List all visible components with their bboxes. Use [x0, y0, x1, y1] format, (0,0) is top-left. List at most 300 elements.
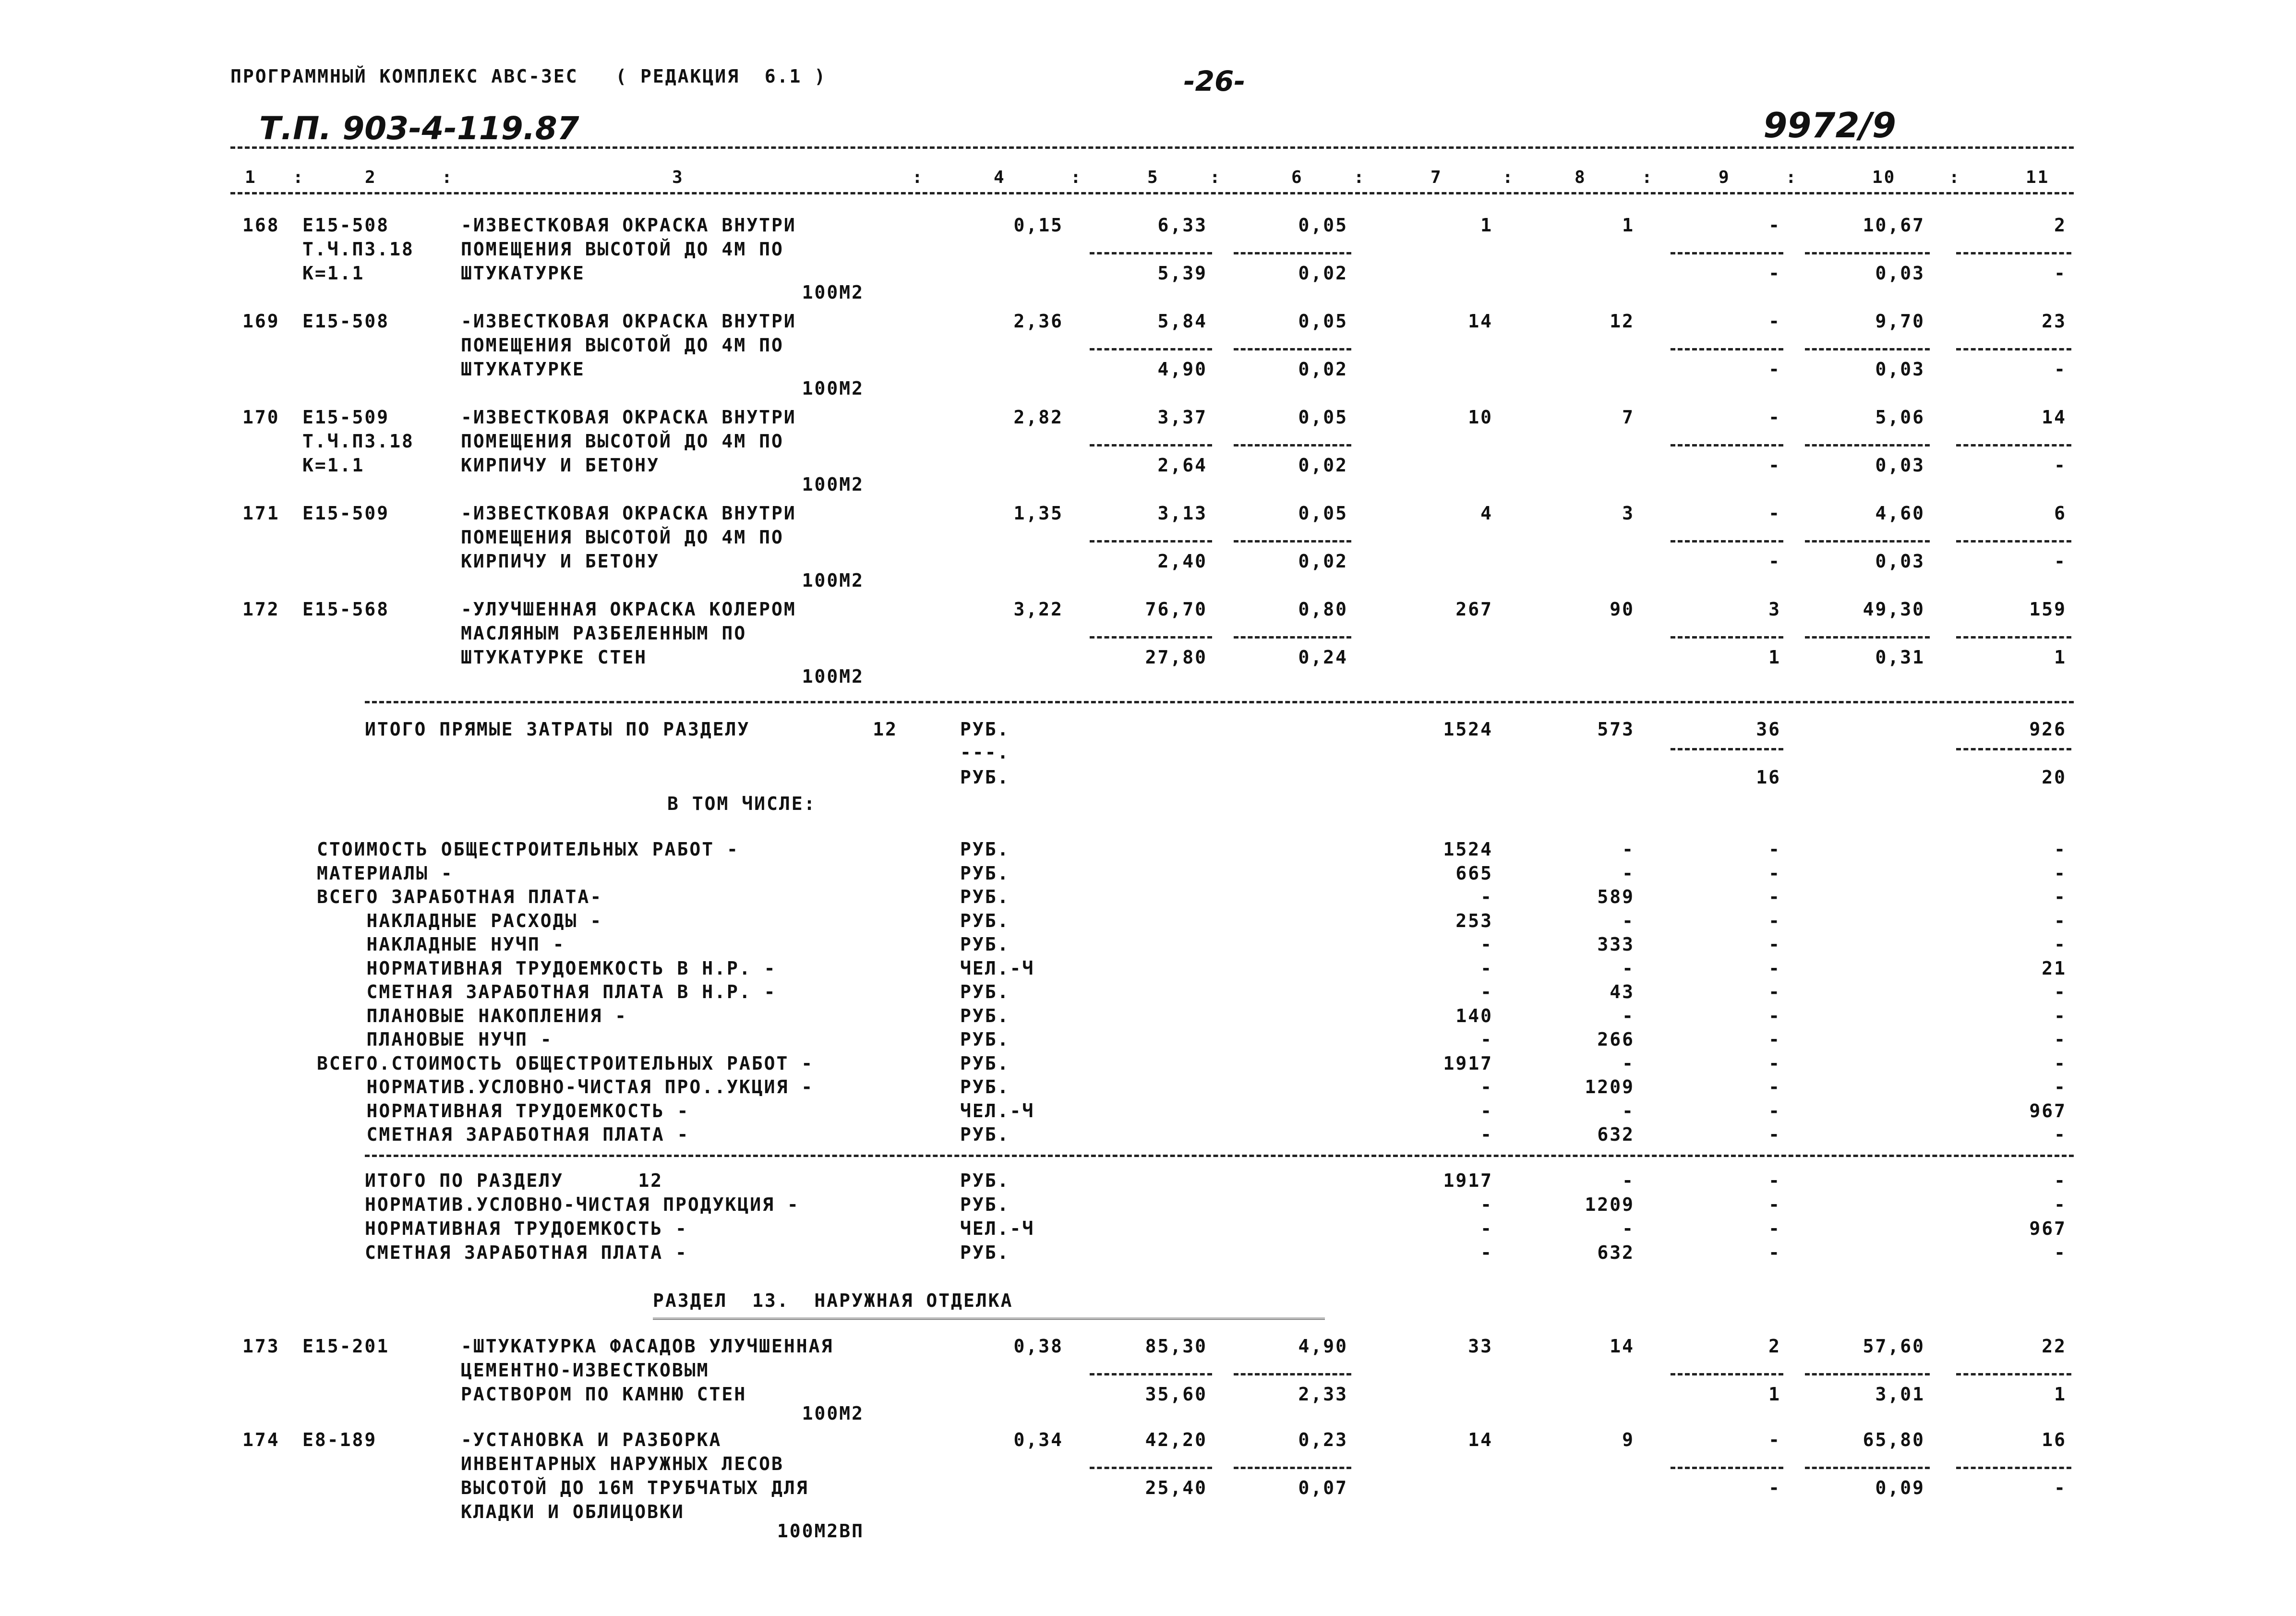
item-171-total-cost: 4: [1480, 503, 1493, 524]
breakdown-unit: РУБ.: [960, 862, 1010, 884]
dashed-rule: [1234, 252, 1351, 254]
dashed-rule: [1956, 636, 2071, 639]
item-173-unit: 100М2: [802, 1403, 864, 1424]
column-header-7: 7: [1430, 168, 1443, 187]
item-174-total-wage: 9: [1622, 1429, 1635, 1450]
dashed-rule: [1234, 348, 1351, 350]
column-header-11: 11: [2026, 168, 2050, 187]
item-174-total-machines: -: [1768, 1429, 1781, 1450]
dashed-rule: [1671, 540, 1783, 543]
item-170-code: Е15-509: [302, 407, 390, 428]
dashed-rule: [1805, 540, 1930, 543]
breakdown-machines: -: [1768, 1124, 1781, 1145]
item-169-total-labor: 23: [2042, 311, 2067, 332]
breakdown-labor: 967: [2029, 1100, 2067, 1122]
item-168-description: ШТУКАТУРКЕ: [461, 263, 585, 284]
item-170-unit-machines-wage: 0,02: [1298, 455, 1348, 476]
item-170-unit: 100М2: [802, 474, 864, 495]
item-171-unit-wage: 2,40: [1157, 551, 1207, 572]
section-total-machines: -: [1768, 1170, 1781, 1191]
total-direct-unit2: РУБ.: [960, 767, 1010, 788]
item-171-unit-machines: 0,05: [1298, 503, 1348, 524]
item-170-total-labor-machines: -: [2054, 455, 2067, 476]
breakdown-cost: 1524: [1443, 839, 1493, 860]
item-169-labor: 9,70: [1875, 311, 1925, 332]
section-total-label: ИТОГО ПО РАЗДЕЛУ 12: [365, 1170, 663, 1191]
section-total-machines: -: [1768, 1194, 1781, 1215]
dashed-rule: [1671, 748, 1783, 750]
breakdown-machines: -: [1768, 957, 1781, 979]
item-174-unit: 100М2ВП: [777, 1520, 864, 1542]
section-total-cost: 1917: [1443, 1170, 1493, 1191]
column-separator: :: [1354, 168, 1366, 187]
item-169-unit: 100М2: [802, 378, 864, 399]
breakdown-unit: ЧЕЛ.-Ч: [960, 1100, 1035, 1122]
breakdown-labor: -: [2054, 862, 2067, 884]
item-172-number: 172: [242, 599, 280, 620]
item-171-unit-machines-wage: 0,02: [1298, 551, 1348, 572]
item-172-total-labor-machines: 1: [2054, 647, 2067, 668]
breakdown-unit: РУБ.: [960, 886, 1010, 907]
dashed-rule: [1090, 636, 1212, 639]
item-168-unit-cost: 6,33: [1157, 215, 1207, 236]
column-header-2: 2: [365, 168, 377, 187]
item-168-modifier: Т.Ч.П3.18: [302, 239, 414, 260]
total-direct-cost: 1524: [1443, 719, 1493, 740]
item-170-labor-machines: 0,03: [1875, 455, 1925, 476]
dashed-rule: [1671, 636, 1783, 639]
breakdown-label: СМЕТНАЯ ЗАРАБОТНАЯ ПЛАТА В Н.Р. -: [317, 981, 777, 1002]
breakdown-unit: РУБ.: [960, 1005, 1010, 1026]
including-label: В ТОМ ЧИСЛЕ:: [667, 793, 817, 814]
breakdown-unit: РУБ.: [960, 839, 1010, 860]
breakdown-unit: РУБ.: [960, 1076, 1010, 1097]
column-separator: :: [1070, 168, 1082, 187]
column-header-1: 1: [245, 168, 257, 187]
dashed-rule: [1234, 1467, 1351, 1469]
dashed-rule: [1956, 348, 2071, 350]
column-separator: :: [1949, 168, 1961, 187]
dashed-rule: [1090, 1373, 1212, 1375]
item-173-description: РАСТВОРОМ ПО КАМНЮ СТЕН: [461, 1384, 747, 1405]
item-171-total-wage: 3: [1622, 503, 1635, 524]
breakdown-wage: 589: [1597, 886, 1635, 907]
item-174-description: -УСТАНОВКА И РАЗБОРКА: [461, 1429, 722, 1450]
breakdown-label: НОРМАТИВНАЯ ТРУДОЕМКОСТЬ В Н.Р. -: [317, 957, 777, 979]
section-total-cost: -: [1480, 1242, 1493, 1263]
item-170-modifier: Т.Ч.П3.18: [302, 431, 414, 452]
item-171-total-machines-wage: -: [1768, 551, 1781, 572]
item-171-unit-cost: 3,13: [1157, 503, 1207, 524]
breakdown-label: СТОИМОСТЬ ОБЩЕСТРОИТЕЛЬНЫХ РАБОТ -: [317, 839, 739, 860]
item-169-code: Е15-508: [302, 311, 390, 332]
breakdown-unit: РУБ.: [960, 981, 1010, 1002]
breakdown-label: ПЛАНОВЫЕ НАКОПЛЕНИЯ -: [317, 1005, 627, 1026]
item-168-modifier: К=1.1: [302, 263, 365, 284]
dashed-rule: [365, 1155, 2074, 1157]
item-170-total-wage: 7: [1622, 407, 1635, 428]
item-170-quantity: 2,82: [1013, 407, 1063, 428]
breakdown-labor: -: [2054, 886, 2067, 907]
item-173-total-machines: 2: [1768, 1336, 1781, 1357]
item-170-unit-machines: 0,05: [1298, 407, 1348, 428]
breakdown-labor: -: [2054, 1029, 2067, 1050]
total-direct-section: 12: [873, 719, 898, 740]
item-169-total-labor-machines: -: [2054, 359, 2067, 380]
column-header-8: 8: [1575, 168, 1587, 187]
item-169-description: -ИЗВЕСТКОВАЯ ОКРАСКА ВНУТРИ: [461, 311, 796, 332]
item-173-total-labor: 22: [2042, 1336, 2067, 1357]
item-170-description: КИРПИЧУ И БЕТОНУ: [461, 455, 660, 476]
item-174-description: ВЫСОТОЙ ДО 16М ТРУБЧАТЫХ ДЛЯ: [461, 1477, 809, 1498]
breakdown-machines: -: [1768, 1100, 1781, 1122]
item-171-total-machines: -: [1768, 503, 1781, 524]
breakdown-machines: -: [1768, 1052, 1781, 1074]
item-170-number: 170: [242, 407, 280, 428]
item-171-total-labor-machines: -: [2054, 551, 2067, 572]
dashed-rule: [1956, 1373, 2071, 1375]
dashed-rule: [1671, 1467, 1783, 1469]
item-171-quantity: 1,35: [1013, 503, 1063, 524]
item-174-description: ИНВЕНТАРНЫХ НАРУЖНЫХ ЛЕСОВ: [461, 1453, 784, 1474]
dashed-rule: [1234, 540, 1351, 543]
item-169-unit-machines-wage: 0,02: [1298, 359, 1348, 380]
item-171-number: 171: [242, 503, 280, 524]
dashed-rule: [230, 146, 2074, 149]
breakdown-wage: -: [1622, 839, 1635, 860]
breakdown-machines: -: [1768, 1076, 1781, 1097]
item-168-total-labor: 2: [2054, 215, 2067, 236]
breakdown-labor: -: [2054, 839, 2067, 860]
breakdown-wage: -: [1622, 1052, 1635, 1074]
breakdown-wage: 1209: [1585, 1076, 1635, 1097]
breakdown-cost: 253: [1455, 910, 1493, 931]
dashed-rule: [1956, 540, 2071, 543]
item-172-description: МАСЛЯНЫМ РАЗБЕЛЕННЫМ ПО: [461, 623, 747, 644]
item-173-total-labor-machines: 1: [2054, 1384, 2067, 1405]
item-168-total-wage: 1: [1622, 215, 1635, 236]
item-168-total-cost: 1: [1480, 215, 1493, 236]
dashed-rule: [1671, 1373, 1783, 1375]
breakdown-labor: 21: [2042, 957, 2067, 979]
column-header-3: 3: [672, 168, 684, 187]
section-total-wage: -: [1622, 1218, 1635, 1239]
item-173-unit-machines-wage: 2,33: [1298, 1384, 1348, 1405]
breakdown-labor: -: [2054, 1005, 2067, 1026]
breakdown-wage: 266: [1597, 1029, 1635, 1050]
dashed-rule: [1090, 348, 1212, 350]
dashed-rule: [1234, 636, 1351, 639]
breakdown-unit: ЧЕЛ.-Ч: [960, 957, 1035, 979]
breakdown-labor: -: [2054, 1052, 2067, 1074]
dashed-rule: [1090, 444, 1212, 446]
dashed-rule: [1090, 252, 1212, 254]
section-total-wage: 632: [1597, 1242, 1635, 1263]
item-168-total-labor-machines: -: [2054, 263, 2067, 284]
item-170-labor: 5,06: [1875, 407, 1925, 428]
breakdown-cost: -: [1480, 1076, 1493, 1097]
breakdown-label: МАТЕРИАЛЫ -: [317, 862, 454, 884]
item-171-unit: 100М2: [802, 570, 864, 591]
item-170-unit-cost: 3,37: [1157, 407, 1207, 428]
breakdown-wage: -: [1622, 1100, 1635, 1122]
item-170-description: -ИЗВЕСТКОВАЯ ОКРАСКА ВНУТРИ: [461, 407, 796, 428]
dashed-rule: [1956, 444, 2071, 446]
item-171-description: КИРПИЧУ И БЕТОНУ: [461, 551, 660, 572]
section-total-unit: РУБ.: [960, 1242, 1010, 1263]
item-168-description: ПОМЕЩЕНИЯ ВЫСОТОЙ ДО 4М ПО: [461, 239, 784, 260]
total-direct-divider: ---.: [960, 742, 1010, 763]
item-172-unit-machines-wage: 0,24: [1298, 647, 1348, 668]
breakdown-label: НАКЛАДНЫЕ РАСХОДЫ -: [317, 910, 603, 931]
item-170-modifier: К=1.1: [302, 455, 365, 476]
section-total-machines: -: [1768, 1218, 1781, 1239]
section-total-label: СМЕТНАЯ ЗАРАБОТНАЯ ПЛАТА -: [365, 1242, 688, 1263]
document-number: 9972/9: [1763, 105, 1896, 145]
dashed-rule: [1805, 636, 1930, 639]
item-172-labor: 49,30: [1863, 599, 1925, 620]
breakdown-machines: -: [1768, 934, 1781, 955]
item-174-code: Е8-189: [302, 1429, 377, 1450]
breakdown-cost: -: [1480, 981, 1493, 1002]
column-separator: :: [1786, 168, 1798, 187]
column-separator: :: [912, 168, 924, 187]
item-170-description: ПОМЕЩЕНИЯ ВЫСОТОЙ ДО 4М ПО: [461, 431, 784, 452]
breakdown-unit: РУБ.: [960, 1052, 1010, 1074]
breakdown-wage: 43: [1610, 981, 1635, 1002]
item-170-total-machines-wage: -: [1768, 455, 1781, 476]
item-169-number: 169: [242, 311, 280, 332]
item-174-unit-cost: 42,20: [1145, 1429, 1207, 1450]
total-direct-labor-machines: 20: [2042, 767, 2067, 788]
item-168-description: -ИЗВЕСТКОВАЯ ОКРАСКА ВНУТРИ: [461, 215, 796, 236]
item-173-labor: 57,60: [1863, 1336, 1925, 1357]
item-171-labor-machines: 0,03: [1875, 551, 1925, 572]
item-171-code: Е15-509: [302, 503, 390, 524]
breakdown-labor: -: [2054, 1124, 2067, 1145]
breakdown-machines: -: [1768, 886, 1781, 907]
item-169-description: ШТУКАТУРКЕ: [461, 359, 585, 380]
breakdown-machines: -: [1768, 1029, 1781, 1050]
item-168-quantity: 0,15: [1013, 215, 1063, 236]
item-168-unit-machines-wage: 0,02: [1298, 263, 1348, 284]
item-171-total-labor: 6: [2054, 503, 2067, 524]
item-173-unit-cost: 85,30: [1145, 1336, 1207, 1357]
breakdown-cost: 1917: [1443, 1052, 1493, 1074]
section-total-wage: -: [1622, 1170, 1635, 1191]
item-168-code: Е15-508: [302, 215, 390, 236]
item-171-description: -ИЗВЕСТКОВАЯ ОКРАСКА ВНУТРИ: [461, 503, 796, 524]
item-174-labor-machines: 0,09: [1875, 1477, 1925, 1498]
section-13-title: РАЗДЕЛ 13. НАРУЖНАЯ ОТДЕЛКА: [653, 1290, 1013, 1311]
item-170-unit-wage: 2,64: [1157, 455, 1207, 476]
item-169-total-cost: 14: [1468, 311, 1493, 332]
section-total-labor: -: [2054, 1194, 2067, 1215]
item-171-labor: 4,60: [1875, 503, 1925, 524]
item-173-number: 173: [242, 1336, 280, 1357]
total-direct-machines: 36: [1756, 719, 1781, 740]
item-168-unit: 100М2: [802, 282, 864, 303]
breakdown-unit: РУБ.: [960, 910, 1010, 931]
item-172-total-wage: 90: [1610, 599, 1635, 620]
item-173-unit-machines: 4,90: [1298, 1336, 1348, 1357]
section-total-unit: РУБ.: [960, 1194, 1010, 1215]
column-header-9: 9: [1719, 168, 1731, 187]
item-174-total-labor: 16: [2042, 1429, 2067, 1450]
total-direct-label: ИТОГО ПРЯМЫЕ ЗАТРАТЫ ПО РАЗДЕЛУ: [365, 719, 750, 740]
dashed-rule: [365, 701, 2074, 703]
project-number: Т.П. 903-4-119.87: [259, 110, 579, 147]
item-173-description: -ШТУКАТУРКА ФАСАДОВ УЛУЧШЕННАЯ: [461, 1336, 834, 1357]
section-total-label: НОРМАТИВ.УСЛОВНО-ЧИСТАЯ ПРОДУКЦИЯ -: [365, 1194, 800, 1215]
page-number: -26-: [1183, 65, 1246, 97]
item-172-unit-cost: 76,70: [1145, 599, 1207, 620]
item-173-quantity: 0,38: [1013, 1336, 1063, 1357]
breakdown-cost: -: [1480, 1100, 1493, 1122]
breakdown-wage: -: [1622, 957, 1635, 979]
total-direct-wage: 573: [1597, 719, 1635, 740]
item-174-unit-machines-wage: 0,07: [1298, 1477, 1348, 1498]
column-header-6: 6: [1291, 168, 1303, 187]
item-174-total-machines-wage: -: [1768, 1477, 1781, 1498]
column-separator: :: [1503, 168, 1515, 187]
item-168-labor: 10,67: [1863, 215, 1925, 236]
dashed-rule: [1234, 444, 1351, 446]
dashed-rule: [1671, 444, 1783, 446]
item-174-number: 174: [242, 1429, 280, 1450]
item-169-quantity: 2,36: [1013, 311, 1063, 332]
breakdown-label: НОРМАТИВНАЯ ТРУДОЕМКОСТЬ -: [317, 1100, 690, 1122]
item-169-description: ПОМЕЩЕНИЯ ВЫСОТОЙ ДО 4М ПО: [461, 335, 784, 356]
breakdown-labor: -: [2054, 981, 2067, 1002]
item-172-quantity: 3,22: [1013, 599, 1063, 620]
item-173-description: ЦЕМЕНТНО-ИЗВЕСТКОВЫМ: [461, 1360, 709, 1381]
breakdown-cost: -: [1480, 1029, 1493, 1050]
section-total-labor: 967: [2029, 1218, 2067, 1239]
dashed-rule: [1671, 348, 1783, 350]
breakdown-cost: -: [1480, 886, 1493, 907]
item-174-total-labor-machines: -: [2054, 1477, 2067, 1498]
breakdown-cost: -: [1480, 934, 1493, 955]
item-170-total-machines: -: [1768, 407, 1781, 428]
item-168-unit-wage: 5,39: [1157, 263, 1207, 284]
breakdown-machines: -: [1768, 839, 1781, 860]
breakdown-labor: -: [2054, 1076, 2067, 1097]
column-separator: :: [293, 168, 305, 187]
item-170-total-cost: 10: [1468, 407, 1493, 428]
item-171-description: ПОМЕЩЕНИЯ ВЫСОТОЙ ДО 4М ПО: [461, 527, 784, 548]
item-173-total-cost: 33: [1468, 1336, 1493, 1357]
item-173-labor-machines: 3,01: [1875, 1384, 1925, 1405]
item-169-total-machines: -: [1768, 311, 1781, 332]
breakdown-wage: 333: [1597, 934, 1635, 955]
item-174-labor: 65,80: [1863, 1429, 1925, 1450]
dashed-rule: [1805, 348, 1930, 350]
dashed-rule: [1805, 1373, 1930, 1375]
breakdown-label: ВСЕГО.СТОИМОСТЬ ОБЩЕСТРОИТЕЛЬНЫХ РАБОТ -: [317, 1052, 814, 1074]
item-168-number: 168: [242, 215, 280, 236]
total-direct-machines-wage: 16: [1756, 767, 1781, 788]
column-separator: :: [442, 168, 454, 187]
item-169-labor-machines: 0,03: [1875, 359, 1925, 380]
total-direct-unit: РУБ.: [960, 719, 1010, 740]
dashed-rule: [1090, 1467, 1212, 1469]
section-total-label: НОРМАТИВНАЯ ТРУДОЕМКОСТЬ -: [365, 1218, 688, 1239]
dashed-rule: [230, 192, 2074, 194]
section-total-labor: -: [2054, 1242, 2067, 1263]
item-173-total-machines-wage: 1: [1768, 1384, 1781, 1405]
breakdown-label: НОРМАТИВ.УСЛОВНО-ЧИСТАЯ ПРО..УКЦИЯ -: [317, 1076, 814, 1097]
section-total-labor: -: [2054, 1170, 2067, 1191]
item-172-total-machines: 3: [1768, 599, 1781, 620]
item-174-unit-wage: 25,40: [1145, 1477, 1207, 1498]
section-total-unit: РУБ.: [960, 1170, 1010, 1191]
item-173-code: Е15-201: [302, 1336, 390, 1357]
breakdown-cost: -: [1480, 1124, 1493, 1145]
breakdown-wage: -: [1622, 910, 1635, 931]
double-rule: [653, 1318, 1325, 1320]
breakdown-wage: -: [1622, 862, 1635, 884]
dashed-rule: [1956, 1467, 2071, 1469]
breakdown-cost: 665: [1455, 862, 1493, 884]
breakdown-machines: -: [1768, 1005, 1781, 1026]
item-169-unit-machines: 0,05: [1298, 311, 1348, 332]
breakdown-cost: 140: [1455, 1005, 1493, 1026]
breakdown-cost: -: [1480, 957, 1493, 979]
item-172-labor-machines: 0,31: [1875, 647, 1925, 668]
item-174-quantity: 0,34: [1013, 1429, 1063, 1450]
item-172-total-machines-wage: 1: [1768, 647, 1781, 668]
column-separator: :: [1642, 168, 1654, 187]
item-174-unit-machines: 0,23: [1298, 1429, 1348, 1450]
item-168-labor-machines: 0,03: [1875, 263, 1925, 284]
breakdown-label: ПЛАНОВЫЕ НУЧП -: [317, 1029, 553, 1050]
item-172-description: ШТУКАТУРКЕ СТЕН: [461, 647, 648, 668]
dashed-rule: [1090, 540, 1212, 543]
column-header-10: 10: [1872, 168, 1896, 187]
item-172-total-cost: 267: [1455, 599, 1493, 620]
column-separator: :: [1210, 168, 1222, 187]
breakdown-label: НАКЛАДНЫЕ НУЧП -: [317, 934, 565, 955]
section-total-wage: 1209: [1585, 1194, 1635, 1215]
dashed-rule: [1805, 252, 1930, 254]
item-173-unit-wage: 35,60: [1145, 1384, 1207, 1405]
item-168-unit-machines: 0,05: [1298, 215, 1348, 236]
item-170-total-labor: 14: [2042, 407, 2067, 428]
breakdown-machines: -: [1768, 910, 1781, 931]
dashed-rule: [1234, 1373, 1351, 1375]
breakdown-label: СМЕТНАЯ ЗАРАБОТНАЯ ПЛАТА -: [317, 1124, 690, 1145]
item-172-code: Е15-568: [302, 599, 390, 620]
column-header-5: 5: [1147, 168, 1159, 187]
item-172-total-labor: 159: [2029, 599, 2067, 620]
item-174-description: КЛАДКИ И ОБЛИЦОВКИ: [461, 1501, 685, 1522]
item-169-total-wage: 12: [1610, 311, 1635, 332]
breakdown-labor: -: [2054, 934, 2067, 955]
item-174-total-cost: 14: [1468, 1429, 1493, 1450]
dashed-rule: [1956, 252, 2071, 254]
item-169-unit-cost: 5,84: [1157, 311, 1207, 332]
dashed-rule: [1805, 1467, 1930, 1469]
dashed-rule: [1805, 444, 1930, 446]
item-168-total-machines: -: [1768, 215, 1781, 236]
column-header-4: 4: [994, 168, 1006, 187]
section-total-unit: ЧЕЛ.-Ч: [960, 1218, 1035, 1239]
breakdown-machines: -: [1768, 862, 1781, 884]
breakdown-label: ВСЕГО ЗАРАБОТНАЯ ПЛАТА-: [317, 886, 603, 907]
item-172-unit: 100М2: [802, 666, 864, 687]
item-173-total-wage: 14: [1610, 1336, 1635, 1357]
